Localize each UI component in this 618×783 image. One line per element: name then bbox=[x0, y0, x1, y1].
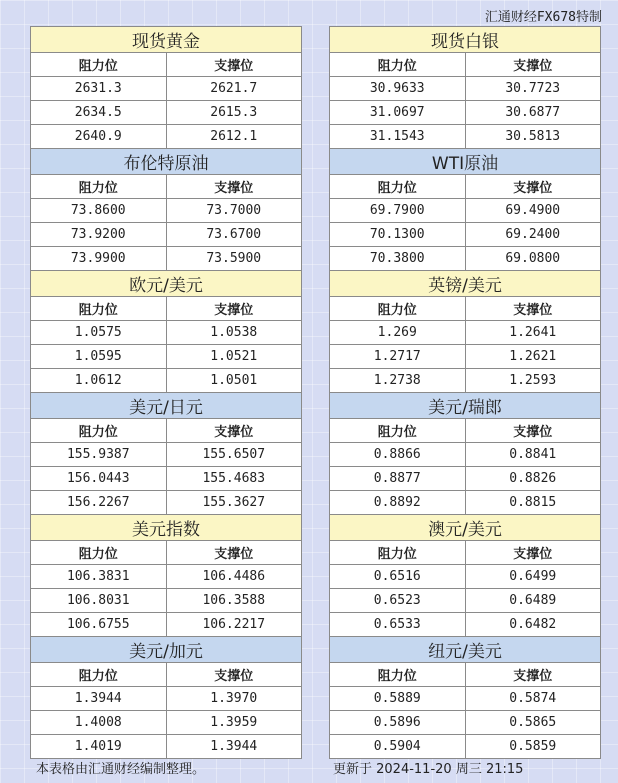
resistance-value: 0.5889 bbox=[330, 687, 466, 711]
section-title-row bbox=[31, 27, 302, 53]
support-value: 1.2593 bbox=[465, 369, 601, 393]
support-value: 155.3627 bbox=[166, 491, 302, 515]
support-value: 30.5813 bbox=[465, 125, 601, 149]
column-header-row bbox=[31, 541, 302, 565]
section-title: 英镑/美元 bbox=[330, 271, 601, 297]
footer-note: 本表格由汇通财经编制整理。 bbox=[36, 762, 206, 777]
support-value: 69.4900 bbox=[465, 199, 601, 223]
section-title-row bbox=[330, 149, 601, 175]
support-header: 支撑位 bbox=[166, 175, 302, 199]
section-title-row bbox=[31, 515, 302, 541]
table-row bbox=[31, 101, 302, 125]
resistance-value: 1.269 bbox=[330, 321, 466, 345]
resistance-value: 1.0575 bbox=[31, 321, 167, 345]
section-title-row bbox=[31, 637, 302, 663]
resistance-value: 30.9633 bbox=[330, 77, 466, 101]
table-row bbox=[330, 223, 601, 247]
support-value: 69.2400 bbox=[465, 223, 601, 247]
resistance-value: 70.1300 bbox=[330, 223, 466, 247]
section-title-row bbox=[31, 149, 302, 175]
support-value: 155.4683 bbox=[166, 467, 302, 491]
resistance-value: 0.8892 bbox=[330, 491, 466, 515]
support-value: 0.6482 bbox=[465, 613, 601, 637]
support-value: 1.3944 bbox=[166, 735, 302, 759]
section-title-row bbox=[31, 393, 302, 419]
support-header: 支撑位 bbox=[166, 541, 302, 565]
resistance-value: 1.4019 bbox=[31, 735, 167, 759]
resistance-value: 0.8877 bbox=[330, 467, 466, 491]
resistance-value: 106.3831 bbox=[31, 565, 167, 589]
section-title-row bbox=[31, 271, 302, 297]
footer-updated: 更新于 2024-11-20 周三 21:15 bbox=[333, 762, 524, 777]
section-title: 布伦特原油 bbox=[31, 149, 302, 175]
table-row bbox=[330, 345, 601, 369]
column-header-row bbox=[330, 175, 601, 199]
resistance-value: 1.3944 bbox=[31, 687, 167, 711]
resistance-value: 2640.9 bbox=[31, 125, 167, 149]
table-row bbox=[31, 223, 302, 247]
support-header: 支撑位 bbox=[465, 419, 601, 443]
column-header-row bbox=[31, 297, 302, 321]
table-row bbox=[31, 687, 302, 711]
resistance-value: 1.2717 bbox=[330, 345, 466, 369]
resistance-header: 阻力位 bbox=[31, 175, 167, 199]
support-value: 1.0538 bbox=[166, 321, 302, 345]
left-price-table bbox=[30, 26, 302, 759]
column-header-row bbox=[31, 663, 302, 687]
support-value: 30.7723 bbox=[465, 77, 601, 101]
resistance-value: 0.5896 bbox=[330, 711, 466, 735]
support-value: 106.4486 bbox=[166, 565, 302, 589]
section-title-row bbox=[330, 515, 601, 541]
resistance-header: 阻力位 bbox=[330, 663, 466, 687]
support-header: 支撑位 bbox=[465, 663, 601, 687]
table-row bbox=[31, 589, 302, 613]
section-title: 现货黄金 bbox=[31, 27, 302, 53]
resistance-value: 156.2267 bbox=[31, 491, 167, 515]
table-row bbox=[330, 369, 601, 393]
column-header-row bbox=[31, 175, 302, 199]
resistance-value: 156.0443 bbox=[31, 467, 167, 491]
resistance-header: 阻力位 bbox=[330, 419, 466, 443]
resistance-value: 106.6755 bbox=[31, 613, 167, 637]
support-value: 73.7000 bbox=[166, 199, 302, 223]
table-row bbox=[330, 687, 601, 711]
resistance-header: 阻力位 bbox=[31, 419, 167, 443]
support-value: 106.2217 bbox=[166, 613, 302, 637]
resistance-value: 70.3800 bbox=[330, 247, 466, 271]
table-row bbox=[330, 199, 601, 223]
table-row bbox=[31, 735, 302, 759]
support-value: 0.8841 bbox=[465, 443, 601, 467]
table-row bbox=[31, 443, 302, 467]
table-row bbox=[330, 125, 601, 149]
resistance-header: 阻力位 bbox=[330, 53, 466, 77]
resistance-value: 1.0612 bbox=[31, 369, 167, 393]
section-title: 澳元/美元 bbox=[330, 515, 601, 541]
resistance-value: 1.2738 bbox=[330, 369, 466, 393]
resistance-header: 阻力位 bbox=[330, 297, 466, 321]
support-value: 1.3959 bbox=[166, 711, 302, 735]
column-header-row bbox=[330, 297, 601, 321]
brand-label: 汇通财经FX678特制 bbox=[484, 10, 602, 25]
table-row bbox=[330, 491, 601, 515]
table-row bbox=[31, 613, 302, 637]
right-column bbox=[329, 26, 601, 759]
table-row bbox=[31, 711, 302, 735]
support-header: 支撑位 bbox=[465, 53, 601, 77]
table-row bbox=[330, 77, 601, 101]
table-row bbox=[330, 247, 601, 271]
left-column bbox=[30, 26, 302, 759]
resistance-value: 73.9200 bbox=[31, 223, 167, 247]
resistance-value: 0.6516 bbox=[330, 565, 466, 589]
section-title: 美元/瑞郎 bbox=[330, 393, 601, 419]
column-header-row bbox=[31, 419, 302, 443]
table-row bbox=[330, 565, 601, 589]
resistance-value: 0.6523 bbox=[330, 589, 466, 613]
table-row bbox=[31, 345, 302, 369]
support-value: 2615.3 bbox=[166, 101, 302, 125]
resistance-value: 2631.3 bbox=[31, 77, 167, 101]
resistance-value: 0.8866 bbox=[330, 443, 466, 467]
resistance-value: 155.9387 bbox=[31, 443, 167, 467]
resistance-value: 73.8600 bbox=[31, 199, 167, 223]
column-header-row bbox=[31, 53, 302, 77]
resistance-header: 阻力位 bbox=[31, 541, 167, 565]
table-row bbox=[31, 77, 302, 101]
table-row bbox=[31, 491, 302, 515]
support-header: 支撑位 bbox=[465, 175, 601, 199]
support-value: 0.5874 bbox=[465, 687, 601, 711]
section-title: 美元/日元 bbox=[31, 393, 302, 419]
support-value: 1.3970 bbox=[166, 687, 302, 711]
support-header: 支撑位 bbox=[465, 297, 601, 321]
resistance-value: 106.8031 bbox=[31, 589, 167, 613]
column-header-row bbox=[330, 541, 601, 565]
support-value: 0.8826 bbox=[465, 467, 601, 491]
table-row bbox=[330, 711, 601, 735]
table-row bbox=[330, 589, 601, 613]
table-row bbox=[330, 613, 601, 637]
support-value: 106.3588 bbox=[166, 589, 302, 613]
support-value: 0.8815 bbox=[465, 491, 601, 515]
resistance-header: 阻力位 bbox=[330, 175, 466, 199]
resistance-value: 69.7900 bbox=[330, 199, 466, 223]
support-header: 支撑位 bbox=[465, 541, 601, 565]
column-header-row bbox=[330, 419, 601, 443]
table-row bbox=[330, 443, 601, 467]
support-value: 0.6499 bbox=[465, 565, 601, 589]
section-title-row bbox=[330, 393, 601, 419]
section-title-row bbox=[330, 271, 601, 297]
table-row bbox=[31, 125, 302, 149]
section-title-row bbox=[330, 27, 601, 53]
column-header-row bbox=[330, 663, 601, 687]
support-value: 2621.7 bbox=[166, 77, 302, 101]
column-header-row bbox=[330, 53, 601, 77]
resistance-header: 阻力位 bbox=[31, 297, 167, 321]
section-title: 美元指数 bbox=[31, 515, 302, 541]
support-value: 73.6700 bbox=[166, 223, 302, 247]
resistance-header: 阻力位 bbox=[31, 53, 167, 77]
support-value: 2612.1 bbox=[166, 125, 302, 149]
support-value: 1.0501 bbox=[166, 369, 302, 393]
section-title: 欧元/美元 bbox=[31, 271, 302, 297]
support-header: 支撑位 bbox=[166, 53, 302, 77]
resistance-value: 0.6533 bbox=[330, 613, 466, 637]
resistance-value: 1.4008 bbox=[31, 711, 167, 735]
support-value: 1.0521 bbox=[166, 345, 302, 369]
table-row bbox=[330, 735, 601, 759]
resistance-value: 1.0595 bbox=[31, 345, 167, 369]
table-row bbox=[31, 199, 302, 223]
table-row bbox=[31, 321, 302, 345]
support-value: 155.6507 bbox=[166, 443, 302, 467]
support-value: 73.5900 bbox=[166, 247, 302, 271]
section-title: 纽元/美元 bbox=[330, 637, 601, 663]
support-value: 1.2641 bbox=[465, 321, 601, 345]
support-value: 1.2621 bbox=[465, 345, 601, 369]
table-row bbox=[31, 369, 302, 393]
resistance-value: 31.1543 bbox=[330, 125, 466, 149]
section-title: 现货白银 bbox=[330, 27, 601, 53]
support-header: 支撑位 bbox=[166, 419, 302, 443]
support-header: 支撑位 bbox=[166, 297, 302, 321]
support-value: 69.0800 bbox=[465, 247, 601, 271]
section-title: WTI原油 bbox=[330, 149, 601, 175]
resistance-header: 阻力位 bbox=[31, 663, 167, 687]
right-price-table bbox=[329, 26, 601, 759]
support-value: 0.5859 bbox=[465, 735, 601, 759]
table-row bbox=[330, 467, 601, 491]
table-row bbox=[330, 321, 601, 345]
section-title: 美元/加元 bbox=[31, 637, 302, 663]
support-value: 0.6489 bbox=[465, 589, 601, 613]
resistance-header: 阻力位 bbox=[330, 541, 466, 565]
table-row bbox=[31, 565, 302, 589]
table-row bbox=[31, 467, 302, 491]
resistance-value: 2634.5 bbox=[31, 101, 167, 125]
support-header: 支撑位 bbox=[166, 663, 302, 687]
support-value: 0.5865 bbox=[465, 711, 601, 735]
table-row bbox=[31, 247, 302, 271]
resistance-value: 31.0697 bbox=[330, 101, 466, 125]
resistance-value: 0.5904 bbox=[330, 735, 466, 759]
resistance-value: 73.9900 bbox=[31, 247, 167, 271]
table-row bbox=[330, 101, 601, 125]
support-value: 30.6877 bbox=[465, 101, 601, 125]
section-title-row bbox=[330, 637, 601, 663]
